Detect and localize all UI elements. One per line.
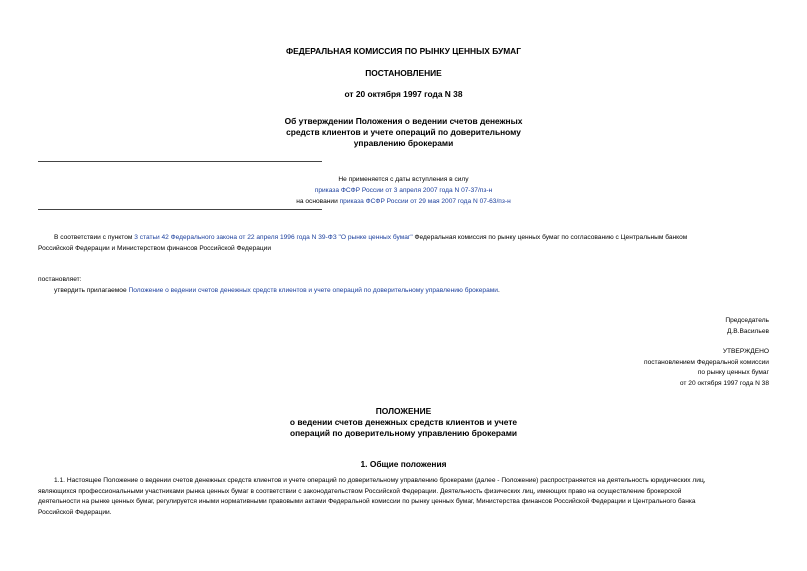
separator-line — [38, 209, 322, 210]
resolves-text: . — [497, 286, 500, 294]
signature-block — [725, 316, 769, 337]
signatory-title: Председатель — [725, 317, 769, 324]
notice-text: Не применяется с даты вступления в силу — [338, 176, 469, 183]
regulation-title-line: о ведении счетов денежных средств клиентов и учете — [289, 417, 518, 427]
paragraph-line: Российской Федерации. — [38, 508, 112, 516]
document-type: ПОСТАНОВЛЕНИЕ — [365, 68, 442, 78]
document-title-line: управлению брокерами — [353, 138, 454, 148]
regulation-title-line: операций по доверительному управлению брокерами — [289, 428, 518, 438]
resolves-label: постановляет: — [38, 276, 82, 283]
signatory-name: Д.В.Васильев — [726, 327, 769, 335]
paragraph-line: 1.1. Настоящее Положение о ведении счетов денежных средств клиентов и учете операций по доверительному управлению брокерами (далее - Положение) распространяется на деятельность юридических лиц, — [54, 477, 706, 484]
approval-line: от 20 октября 1997 года N 38 — [679, 379, 769, 387]
regulation-paragraph-1-1 — [38, 476, 770, 518]
paragraph-line: деятельности на рынке ценных бумаг, регулируется иными нормативными правовыми актами Федеральной комиссии по рынку ценных бумаг, Министерства финансов Российской Федерации и Центрального банка — [38, 498, 696, 505]
document-title-line: Об утверждении Положения о ведении счетов денежных — [284, 116, 523, 126]
approval-line: постановлением Федеральной комиссии — [644, 358, 769, 366]
regulation-title-line: ПОЛОЖЕНИЕ — [375, 406, 432, 416]
approval-stamp — [644, 347, 769, 389]
resolution-block — [38, 275, 770, 296]
document-date-number: от 20 октября 1997 года N 38 — [344, 89, 463, 99]
validity-notice — [0, 174, 807, 207]
approval-line: по рынку ценных бумаг — [697, 369, 769, 376]
document-title — [0, 116, 807, 149]
regulation-link[interactable]: Положение о ведении счетов денежных средств клиентов и учете операций по доверительному управлению брокерами — [128, 286, 498, 294]
section-heading: 1. Общие положения — [360, 459, 447, 469]
issuing-authority: ФЕДЕРАЛЬНАЯ КОМИССИЯ ПО РЫНКУ ЦЕННЫХ БУМАГ — [286, 46, 521, 56]
order-link-2007-05[interactable]: приказа ФСФР России от 29 мая 2007 года N 07-63/пз-н — [339, 198, 511, 205]
preamble-text: Федеральная комиссия по рынку ценных бумаг по согласованию с Центральным банком — [412, 234, 688, 241]
preamble-text: Российской Федерации и Министерством финансов Российской Федерации — [38, 244, 272, 252]
resolves-text: утвердить прилагаемое — [54, 286, 129, 294]
notice-basis-text: на основании — [296, 198, 340, 205]
paragraph-line: являющихся профессиональными участниками рынка ценных бумаг в соответствии с законодательством Российской Федерации. Деятельность физических лиц, имеющих право на осуществление брокерской — [38, 487, 682, 495]
order-link-2007-04[interactable]: приказа ФСФР России от 3 апреля 2007 года N 07-37/пз-н — [314, 187, 493, 194]
preamble-paragraph — [38, 233, 770, 254]
separator-line — [38, 161, 322, 162]
approval-line: УТВЕРЖДЕНО — [722, 348, 769, 355]
law-link[interactable]: 3 статьи 42 Федерального закона от 22 апреля 1996 года N 39-ФЗ "О рынке ценных бумаг" — [134, 234, 413, 241]
regulation-title — [0, 406, 807, 439]
document-title-line: средств клиентов и учете операций по доверительному — [286, 127, 521, 137]
preamble-text: В соответствии с пунктом — [54, 234, 135, 241]
